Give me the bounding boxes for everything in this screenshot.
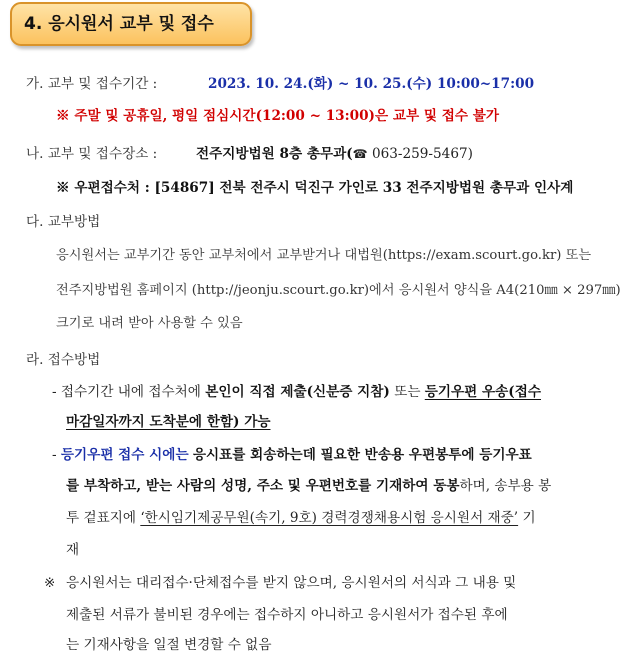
bullet-text: 등기우편 접수 시에는: [60, 447, 189, 463]
place-value: [196, 144, 473, 164]
period-value: 2023. 10. 24.(화) ~ 10. 25.(수) 10:00~17:00: [208, 76, 535, 92]
bullet-text: 등기우편 우송(접수: [424, 384, 541, 400]
bullet-text: 하며, 송부용 봉: [459, 478, 552, 494]
receipt-label: 라. 접수방법: [26, 352, 101, 368]
bullet-text: 또는: [394, 384, 421, 400]
bullet-text: 응시표를 회송하는데 필요한 반송용 우편봉투에 등기우표: [192, 447, 532, 463]
bullet-dash: -: [52, 447, 57, 463]
period-label: 가. 교부 및 접수기간 :: [26, 76, 158, 92]
receipt-bullet-2: [52, 445, 532, 465]
mail-note: ※ 우편접수처 : [54867] 전북 전주시 덕진구 가인로 33 전주지방법원 총무과 인사계: [56, 180, 574, 196]
receipt-bullet-1-cont: 마감일자까지 도착분에 한함) 가능: [66, 414, 271, 430]
bullet-text: ‘한시임기제공무원(속기, 9호) 경력경쟁채용시험 응시원서 재중’: [140, 510, 519, 526]
place-phone: 063-259-5467): [367, 146, 473, 162]
receipt-bullet-2-cont: [66, 476, 551, 496]
method-label: 다. 교부방법: [26, 214, 101, 230]
bullet-text: 기: [522, 510, 536, 526]
receipt-note-line: 응시원서는 대리접수·단체접수를 받지 않으며, 응시원서의 서식과 그 내용 및: [66, 575, 517, 591]
receipt-note-line: 는 기재사항을 일절 변경할 수 없음: [66, 637, 272, 653]
period-note: ※ 주말 및 공휴일, 평일 점심시간(12:00 ~ 13:00)은 교부 및 접수 불가: [56, 108, 499, 124]
receipt-note-mark: ※: [44, 575, 56, 591]
bullet-text: 본인이 직접 제출(신분증 지참): [205, 384, 390, 400]
method-line: 크기로 내려 받아 사용할 수 있음: [56, 316, 243, 331]
receipt-note-line: 제출된 서류가 불비된 경우에는 접수하지 아니하고 응시원서가 접수된 후에: [66, 607, 508, 623]
bullet-text: 투 겉표지에: [66, 510, 136, 526]
phone-icon: ☎: [352, 147, 368, 161]
bullet-text: 접수기간 내에 접수처에: [60, 384, 201, 400]
receipt-bullet-1: [52, 382, 541, 402]
receipt-bullet-2-cont: [66, 508, 536, 528]
bullet-text: 를 부착하고, 받는 사람의 성명, 주소 및 우편번호를 기재하여 동봉: [66, 478, 460, 494]
receipt-bullet-2-cont: 재: [66, 542, 80, 558]
method-line: 전주지방법원 홈페이지 (http://jeonju.scourt.go.kr)에서 응시원서 양식을 A4(210㎜ × 297㎜): [56, 283, 621, 298]
place-office: 전주지방법원 8층 총무과(: [196, 146, 353, 162]
section-title: 4. 응시원서 교부 및 접수: [10, 2, 252, 46]
bullet-dash: -: [52, 384, 57, 400]
place-label: 나. 교부 및 접수장소 :: [26, 146, 158, 162]
method-line: 응시원서는 교부기간 동안 교부처에서 교부받거나 대법원(https://exam.scourt.go.kr) 또는: [56, 248, 592, 263]
